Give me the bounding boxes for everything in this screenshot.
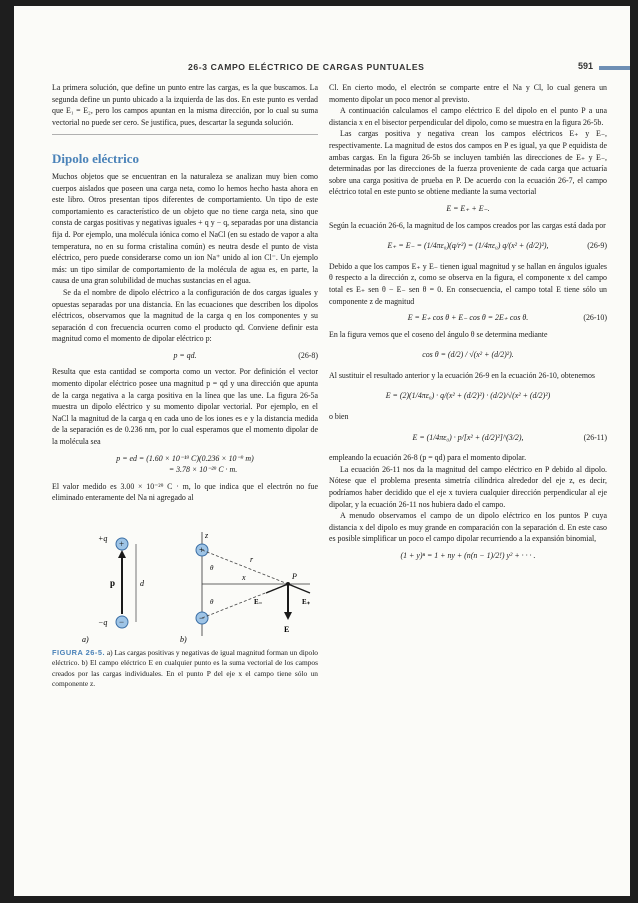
equation-body: (1 + y)ⁿ = 1 + ny + (n(n − 1)/2!) y² + · · · .	[400, 551, 536, 560]
label-theta-lower: θ	[210, 598, 214, 606]
paragraph: Al sustituir el resultado anterior y la ecuación 26-9 en la ecuación 26-10, obtenemos	[329, 370, 596, 380]
header-accent-bar	[599, 66, 630, 70]
minus-sign: −	[119, 617, 125, 627]
paragraph: Se da el nombre de dipolo eléctrico a la configuración de dos cargas iguales y opuestas separadas por una distancia. En las ecuaciones que describen los dipolos eléctricos, observamos que la magnitud de la carga q en los componentes y su separación d con frecuencia ocurren como el producto qd. Conviene definir esta magnitud como el momento de dipolar eléctrico p:	[52, 287, 318, 344]
equation-body: p = ed = (1.60 × 10⁻¹⁹ C)(0.236 × 10⁻⁹ m)	[116, 453, 254, 463]
dipole-diagram	[52, 526, 318, 644]
equation-number: (26-8)	[298, 350, 318, 360]
figure-caption	[52, 648, 318, 690]
panel-a	[82, 534, 145, 644]
paragraph: La primera solución, que define un punto entre las cargas, es la que buscamos. La segunda define un punto ubicado a la izquierda de las dos. En este punto es verdad que E₁ = E₂, pero los campos apuntan en la misma dirección, por lo cual su suma vectorial no puede ser cero. Se justifica, pues, descartar la segunda solución.	[52, 83, 318, 127]
paragraph: A continuación calculamos el campo eléctrico E del dipolo en el punto P a una distancia x en el bisector perpendicular del dipolo, como se muestra en la figura 26-5b.	[329, 106, 607, 127]
paragraph: Las cargas positiva y negativa crean los campos eléctricos E₊ y E₋, respectivamente. La magnitud de estos dos campos en P es igual, ya que P equidista de ambas cargas. En la figura 26-5b se incluyen también las direcciones de E₊ y E₋, determinadas por las direcciones de la fuerza proveniente de cada carga que actuaría sobre una carga positiva de prueba en P. De acuerdo con la ecuación 26-7, el campo eléctrico total en este punto se obtiene mediante la suma vectorial	[329, 129, 607, 197]
paragraph: o bien	[329, 412, 349, 422]
equation-body: = 3.78 × 10⁻²⁹ C · m.	[168, 465, 238, 475]
label-E-minus: E₋	[254, 598, 263, 606]
section-title: 26-3 CAMPO ELÉCTRICO DE CARGAS PUNTUALES	[188, 62, 425, 72]
book-page	[14, 6, 630, 896]
label-a: a)	[82, 635, 89, 644]
arrow-head	[118, 550, 126, 558]
plus-sign: +	[199, 545, 205, 555]
paragraph: Según la ecuación 26-6, la magnitud de los campos creados por las cargas está dada por	[329, 220, 606, 230]
equation-nacl-line2	[52, 464, 318, 476]
paragraph: Muchos objetos que se encuentran en la naturaleza se analizan muy bien como cuerpos aislados que poseen una carga neta, como lo hemos hecho hasta ahora en este libro. Otros presentan tipos diferentes de comportamiento. Un tipo de este comportamiento es característico de un objeto que no tiene carga neta, sino que consta de cargas positivas y negativas iguales + q y − q, separadas por una distancia fija d. Por ejemplo, una molécula iónica como el NaCl (en su estado de vapor a alta temperatura, no en su forma cristalina común) es neutra desde el punto de vista eléctrico, pero puede considerarse como un ion Na⁺ unido al ion Cl⁻. Un ejemplo más: un tipo similar de comportamiento de la molécula de agua es, en parte, la causa de una gran solubilidad de muchas sustancias en el agua.	[52, 171, 318, 286]
equation-number: (26-11)	[583, 432, 607, 442]
label-E: E	[284, 625, 290, 634]
caption-text: a) Las cargas positivas y negativas de igual magnitud forman un dipolo eléctrico. b) El campo eléctrico E en cualquier punto es la suma vectorial de los campos creados por las cargas individuales. En el punto P del eje x el campo tiene sólo un componente z.	[52, 648, 319, 689]
equation-body: E = E₊ + E₋.	[446, 203, 490, 213]
E-plus-vector	[288, 584, 310, 593]
E-arrow-head	[284, 612, 292, 620]
label-minus-q: −q	[98, 618, 108, 627]
caption-label: FIGURA 26-5.	[52, 648, 105, 657]
section-heading: Dipolo eléctrico	[52, 151, 139, 167]
equation-number: (26-9)	[587, 241, 607, 251]
equation-body: p = qd.	[173, 350, 197, 360]
equation-cos-theta	[329, 349, 607, 361]
equation-body: cos θ = (d/2) / √(x² + (d/2)²).	[422, 350, 514, 360]
equation-body: E₊ = E₋ = (1/4πε₀)(q/r²) = (1/4πε₀) q/(x² + (d/2)²),	[387, 241, 549, 251]
equation-body: E = (2)(1/4πε₀) · q/(x² + (d/2)²) · (d/2)/√(x² + (d/2)²)	[385, 391, 551, 401]
figure-26-5	[52, 526, 318, 644]
equation-26-8	[52, 350, 318, 362]
page-number: 591	[578, 61, 594, 71]
panel-b	[180, 531, 311, 644]
equation-26-9	[329, 240, 607, 252]
equation-binomial	[329, 550, 607, 562]
label-r: r	[250, 555, 254, 564]
plus-sign: +	[119, 539, 125, 549]
label-z: z	[205, 531, 209, 540]
equation-body: E = E₊ cos θ + E₋ cos θ = 2E₊ cos θ.	[407, 313, 529, 323]
E-minus-vector	[266, 584, 288, 593]
paragraph: El valor medido es 3.00 × 10⁻²⁹ C · m, lo que indica que el electrón no fue eliminado enteramente del Na ni agregado al	[52, 481, 318, 503]
paragraph: empleando la ecuación 26-8 (p = qd) para el momento dipolar.	[329, 453, 527, 463]
equation-vector-sum	[329, 203, 607, 215]
equation-number: (26-10)	[583, 313, 607, 323]
right-column	[329, 82, 607, 567]
equation-substitution	[329, 390, 607, 402]
paragraph: La ecuación 26-11 nos da la magnitud del campo eléctrico en P debido al dipolo. Nótese que el problema presenta simetría cilíndrica alrededor del eje z, es decir, podríamos haber decidido que el eje x tuviera cualquier dirección perpendicular al eje dipolar, y la ecuación 26-11 nos hubiera dado el campo.	[329, 464, 607, 509]
equation-26-11	[329, 432, 607, 444]
label-p: p	[110, 578, 116, 588]
section-divider	[52, 134, 318, 135]
label-plus-q: +q	[98, 534, 108, 543]
paragraph: Resulta que esta cantidad se comporta como un vector. Por definición el vector momento dipolar eléctrico posee una magnitud p = qd y una dirección que apunta de la carga negativa a la carga positiva en la línea que las une. La figura 26-5a muestra un dipolo eléctrico y su momento dipolar vectorial. Por ejemplo, en el NaCl la magnitud de la carga q en cada uno de los iones es e y la distancia medida de la separación es de 0.236 nm, por lo cual esperamos que el momento dipolar de la molécula sea	[52, 367, 318, 447]
label-d: d	[140, 579, 144, 588]
paragraph: Cl. En cierto modo, el electrón se comparte entre el Na y Cl, lo cual genera un momento dipolar un poco menor al previsto.	[329, 83, 607, 104]
label-theta-upper: θ	[210, 564, 214, 572]
equation-26-10	[329, 312, 607, 324]
minus-sign: −	[199, 613, 205, 623]
equation-body: E = (1/4πε₀) · p/[x² + (d/2)²]^(3/2),	[412, 432, 524, 442]
left-column	[52, 82, 318, 690]
label-E-plus: E₊	[302, 598, 311, 606]
label-P: P	[292, 572, 297, 581]
paragraph: A menudo observamos el campo de un dipolo eléctrico en los puntos P cuya distancia x del dipolo es muy grande en comparación con la separación d. En este caso es posible simplificar un poco el campo dipolar recurriendo a la expansión binomial,	[329, 511, 607, 544]
page-header	[14, 62, 630, 78]
label-b: b)	[180, 635, 187, 644]
equation-nacl-line1	[52, 453, 318, 465]
label-x: x	[242, 573, 246, 582]
paragraph: En la figura vemos que el coseno del ángulo θ se determina mediante	[329, 329, 548, 339]
paragraph: Debido a que los campos E₊ y E₋ tienen igual magnitud y se hallan en ángulos iguales θ respecto a la dirección z, como se observa en la figura, el componente x del campo total es E₊ sen θ − E₋ sen θ = 0. En consecuencia, el campo total E tiene sólo un componente z de magnitud	[329, 261, 607, 306]
